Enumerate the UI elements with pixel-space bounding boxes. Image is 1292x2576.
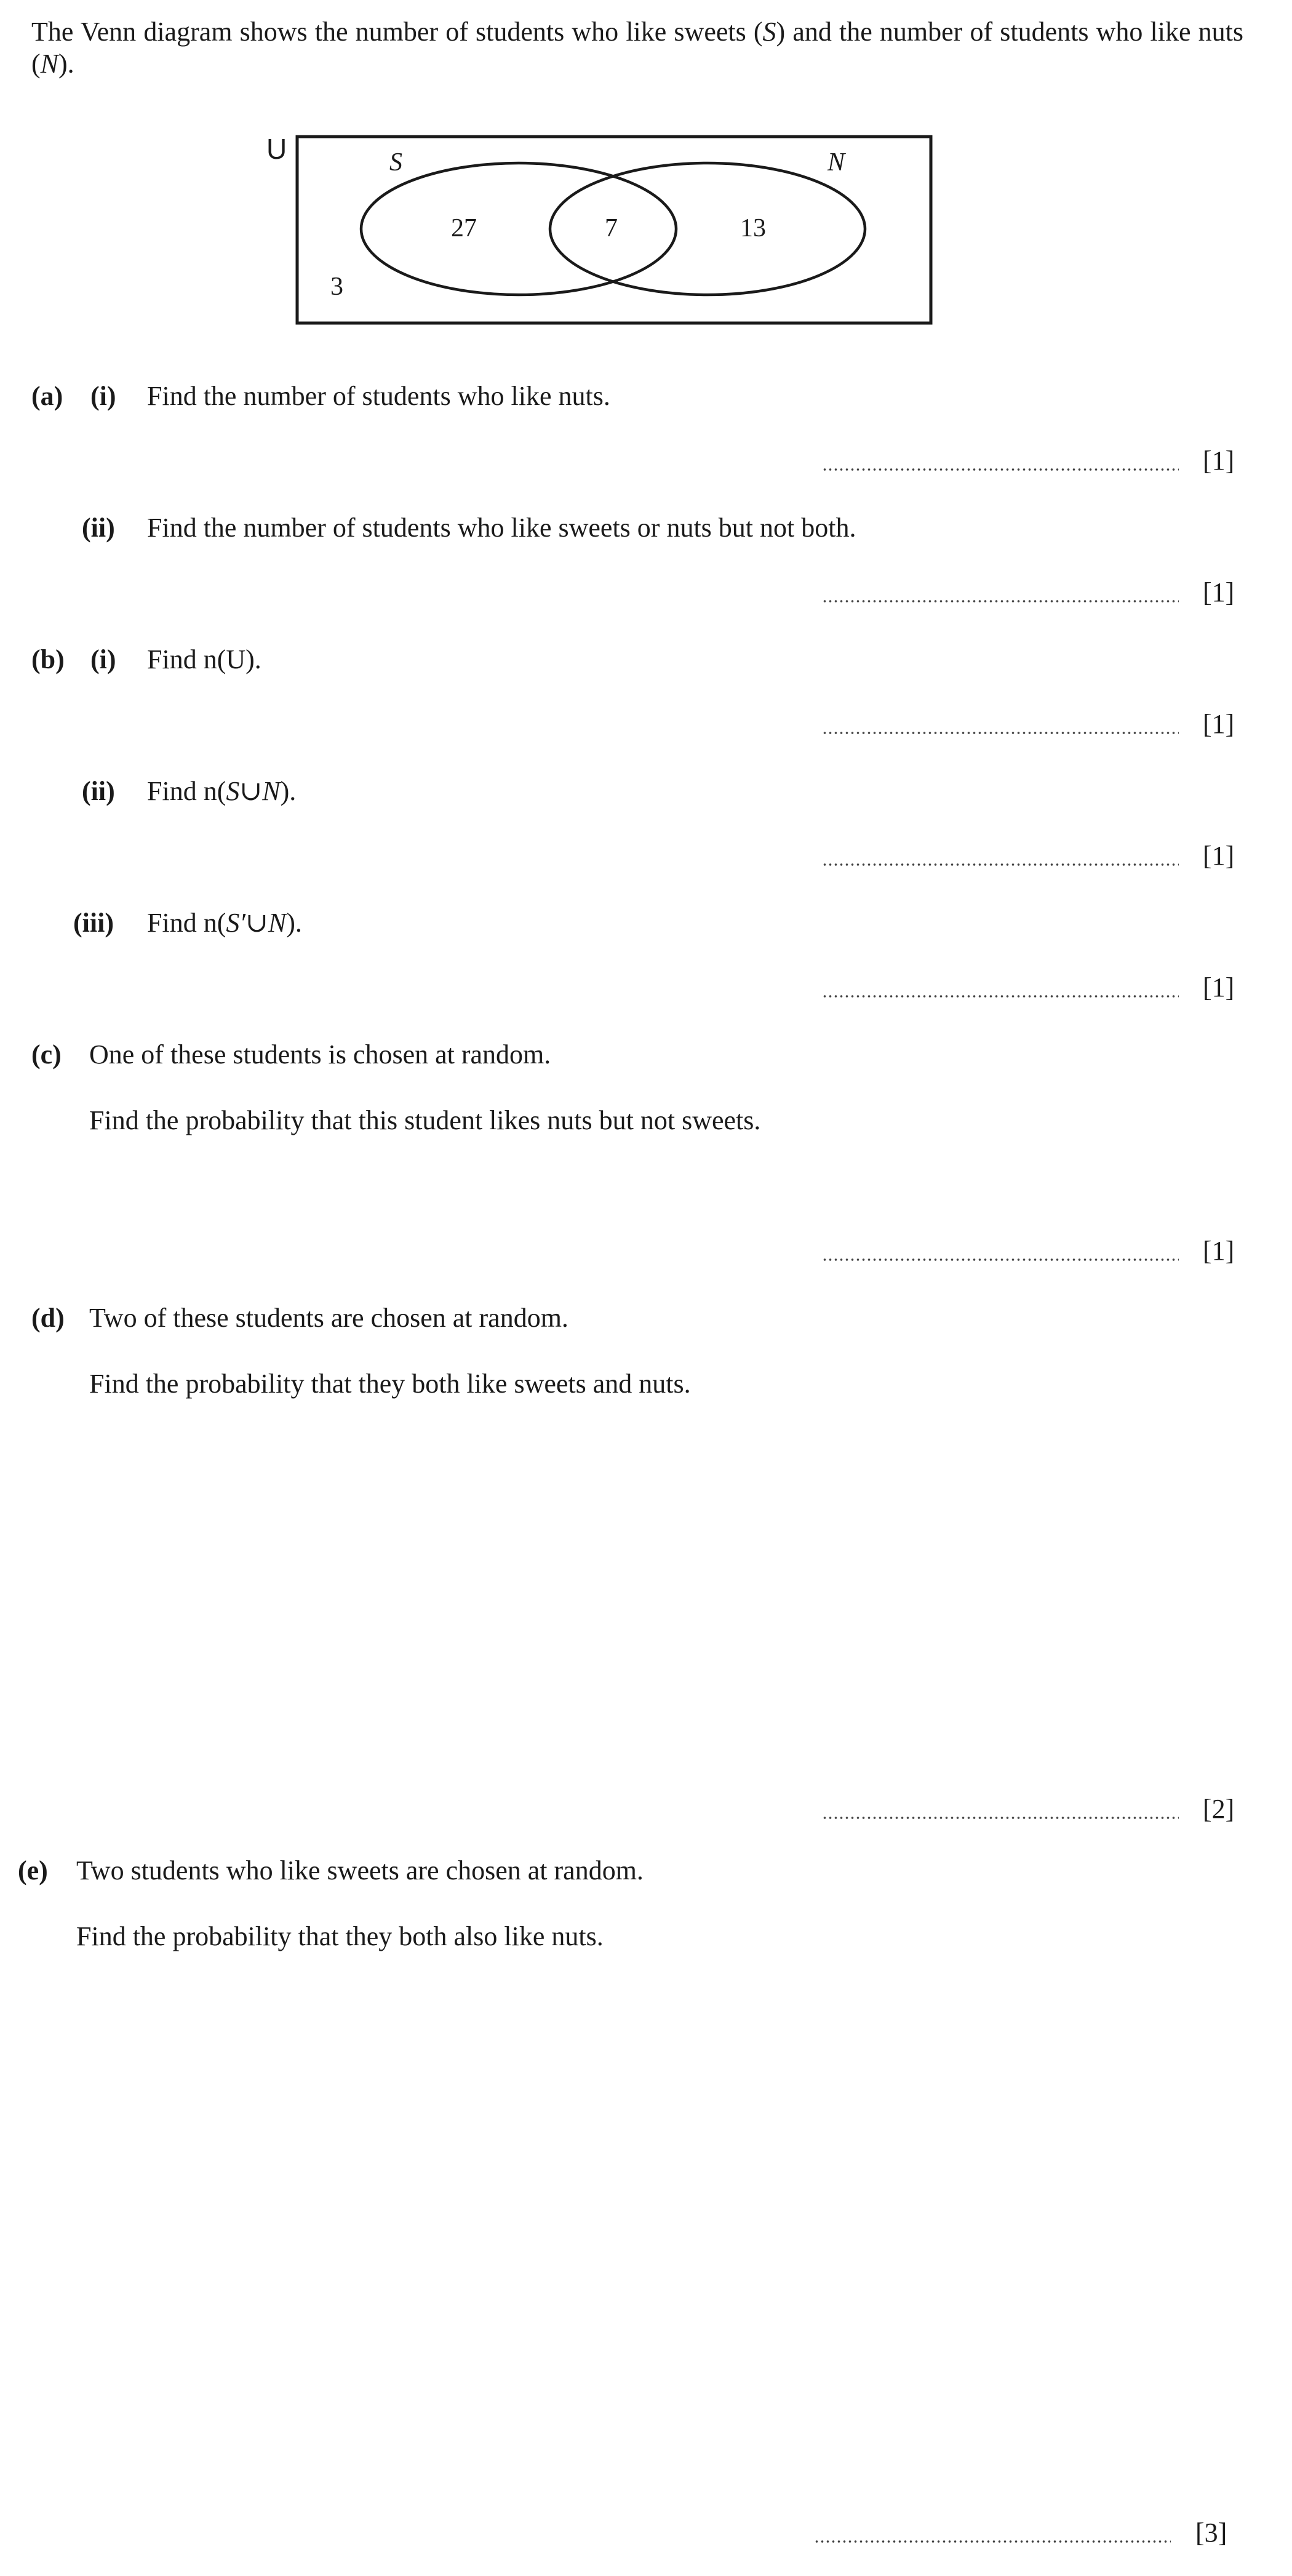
part-a-ii-text: Find the number of students who like sweets or nuts but not both. xyxy=(147,513,856,543)
intro-text-2: ) and the number of students who like nuts ( xyxy=(31,17,1244,79)
part-c-text-2: Find the probability that this student likes nuts but not sweets. xyxy=(89,1105,761,1135)
part-e-text-2: Find the probability that they both also like nuts. xyxy=(76,1921,604,1951)
part-b-iii-label: (iii) xyxy=(73,908,114,938)
b-ii-post: ). xyxy=(280,776,297,806)
set-s-label: S xyxy=(389,148,402,177)
part-d-label: (d) xyxy=(31,1303,65,1333)
part-d-text-1: Two of these students are chosen at random. xyxy=(89,1303,568,1333)
part-b-ii-text xyxy=(147,774,296,809)
venn-diagram xyxy=(0,0,1292,345)
answer-line-c[interactable] xyxy=(822,1256,1179,1263)
b-ii-set-n: N xyxy=(262,776,281,806)
region-only-n-value: 13 xyxy=(740,214,766,242)
answer-line-b-ii[interactable] xyxy=(822,861,1179,868)
intro-set-n: N xyxy=(40,49,59,79)
part-b-i-text: Find n(U). xyxy=(147,644,261,674)
intro-text-3: ). xyxy=(58,49,74,79)
part-a-ii-label: (ii) xyxy=(82,513,115,543)
answer-line-a-ii[interactable] xyxy=(822,598,1179,605)
mark-a-i: [1] xyxy=(1203,446,1235,476)
part-a-i-label: (i) xyxy=(90,381,116,411)
set-n-ellipse xyxy=(550,163,865,295)
mark-e: [3] xyxy=(1195,2518,1227,2548)
b-ii-set-s: S xyxy=(226,776,240,806)
region-outside-value: 3 xyxy=(330,273,343,301)
region-intersection-value: 7 xyxy=(605,214,618,242)
b-iii-pre: Find n( xyxy=(147,908,226,938)
mark-b-i: [1] xyxy=(1203,709,1235,739)
part-b-iii-text xyxy=(147,906,302,940)
answer-line-b-iii[interactable] xyxy=(822,993,1179,1000)
b-ii-pre: Find n( xyxy=(147,776,226,806)
answer-line-a-i[interactable] xyxy=(822,466,1179,473)
answer-line-e[interactable] xyxy=(814,2538,1171,2545)
set-n-label: N xyxy=(827,148,845,177)
part-c-label: (c) xyxy=(31,1039,62,1070)
answer-line-d[interactable] xyxy=(822,1814,1179,1822)
part-e-text-1: Two students who like sweets are chosen at random. xyxy=(76,1855,644,1886)
part-c-text-1: One of these students is chosen at random. xyxy=(89,1039,551,1070)
union-symbol: ∪ xyxy=(239,776,263,806)
mark-a-ii: [1] xyxy=(1203,577,1235,607)
mark-b-ii: [1] xyxy=(1203,841,1235,871)
universal-set-symbol: U xyxy=(266,133,287,165)
mark-c: [1] xyxy=(1203,1236,1235,1266)
part-a-i-text: Find the number of students who like nuts. xyxy=(147,381,610,411)
part-b-label: (b) xyxy=(31,644,65,674)
part-b-ii-label: (ii) xyxy=(82,776,115,806)
intro-set-s: S xyxy=(762,17,776,47)
intro-text-1: The Venn diagram shows the number of students who like sweets ( xyxy=(31,17,763,47)
mark-b-iii: [1] xyxy=(1203,972,1235,1002)
union-symbol: ∪ xyxy=(245,908,268,938)
part-b-i-label: (i) xyxy=(90,644,116,674)
mark-d: [2] xyxy=(1203,1794,1235,1824)
part-a-label: (a) xyxy=(31,381,63,411)
b-iii-set-s-complement: S′ xyxy=(226,908,245,938)
part-d-text-2: Find the probability that they both like sweets and nuts. xyxy=(89,1369,691,1399)
b-iii-set-n: N xyxy=(268,908,287,938)
region-only-s-value: 27 xyxy=(451,214,477,242)
part-e-label: (e) xyxy=(18,1855,48,1886)
set-s-ellipse xyxy=(361,163,676,295)
answer-line-b-i[interactable] xyxy=(822,729,1179,737)
b-iii-post: ). xyxy=(286,908,302,938)
